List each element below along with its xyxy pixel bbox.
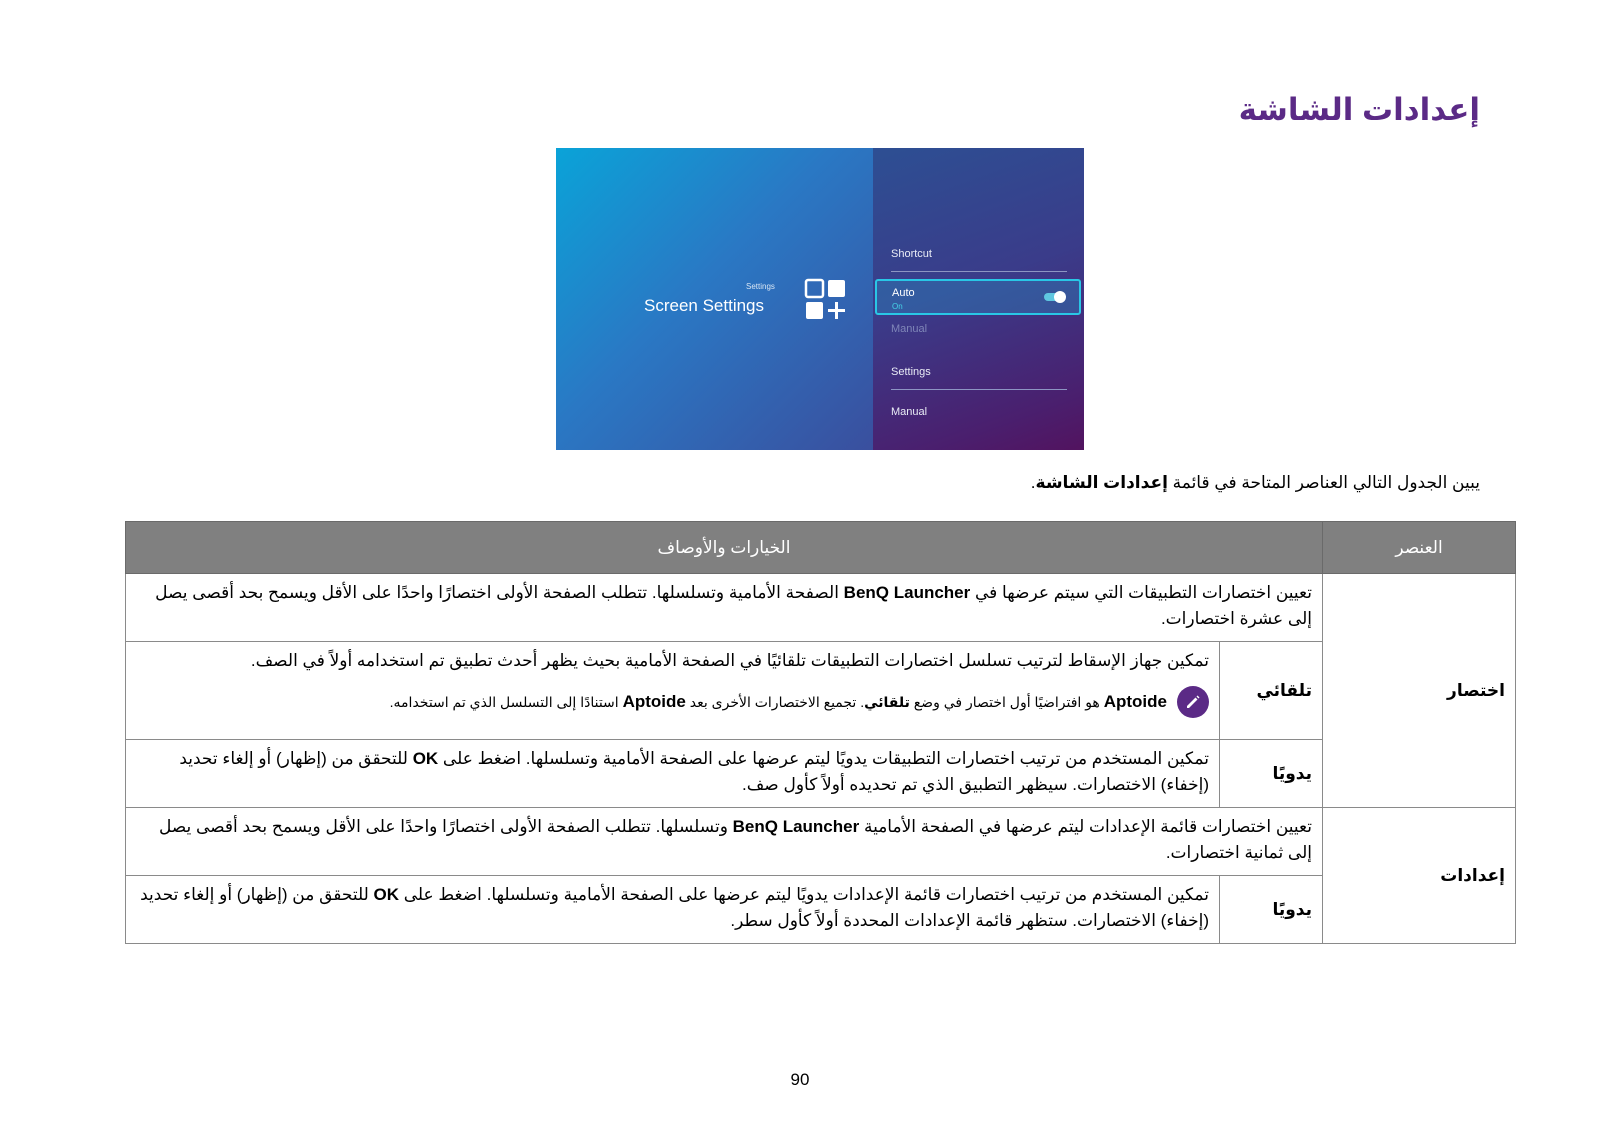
options-table <box>125 521 1516 944</box>
item-shortcut: اختصار <box>1323 574 1516 808</box>
menu-item-auto-status: On <box>892 302 903 311</box>
page-number: 90 <box>790 1070 810 1089</box>
option-manual-description: تمكين المستخدم من ترتيب اختصارات التطبيقات يدويًا ليتم عرضها على الصفحة الأمامية وتسلسلها. اضغط على OK للتحقق من (إظهار) أو إلغاء تحديد (إخفاء) الاختصارات. سيظهر التطبيق الذي تم تحديده أولاً كأول صف. <box>126 740 1220 808</box>
option-manual: يدويًا <box>1220 740 1323 808</box>
intro-end: . <box>1030 473 1036 492</box>
screenshot-settings-label: Settings <box>746 282 775 291</box>
intro-text: يبين الجدول التالي العناصر المتاحة في قائمة <box>1167 473 1480 492</box>
option-auto-description <box>126 642 1220 740</box>
option-settings-manual: يدويًا <box>1220 876 1323 944</box>
menu-item-manual-label: Manual <box>891 406 928 418</box>
header-item: العنصر <box>1323 522 1516 574</box>
table-row <box>126 740 1516 808</box>
option-auto: تلقائي <box>1220 642 1323 740</box>
shortcut-description: تعيين اختصارات التطبيقات التي سيتم عرضها في BenQ Launcher الصفحة الأمامية وتسلسلها. تتطلب الصفحة الأولى اختصارًا واحدًا على الأقل ويسمح بحد أقصى يصل إلى عشرة اختصارات. <box>126 574 1323 642</box>
menu-item-shortcut[interactable] <box>891 248 1067 272</box>
menu-item-settings[interactable] <box>891 366 1067 390</box>
menu-item-settings-label: Settings <box>891 366 931 378</box>
screenshot-screen-settings-title: Screen Settings <box>644 296 765 315</box>
menu-item-manual-disabled-label: Manual <box>891 323 928 335</box>
option-settings-manual-description: تمكين المستخدم من ترتيب اختصارات قائمة الإعدادات يدويًا ليتم عرضها على الصفحة الأمامية وتسلسلها. اضغط على OK للتحقق من (إظهار) أو إلغاء تحديد (إخفاء) الاختصارات. ستظهر قائمة الإعدادات المحددة أولاً كأول سطر. <box>126 876 1220 944</box>
intro-menu-name: إعدادات الشاشة <box>1035 473 1168 492</box>
header-options: الخيارات والأوصاف <box>126 522 1323 574</box>
grid-plus-icon <box>804 278 848 322</box>
menu-item-shortcut-label: Shortcut <box>891 248 932 260</box>
menu-item-auto-label: Auto <box>892 287 915 299</box>
table-row <box>126 642 1516 740</box>
page-title: إعدادات الشاشة <box>1238 92 1480 127</box>
table-header-row <box>126 522 1516 574</box>
menu-item-manual-disabled <box>891 323 1067 343</box>
screen-settings-screenshot <box>556 148 1084 450</box>
auto-note-text: Aptoide هو افتراضيًا أول اختصار في وضع تلقائي. تجميع الاختصارات الأخرى بعد Aptoide استنادًا إلى التسلسل الذي تم استخدامه. <box>389 692 1167 711</box>
table-row <box>126 574 1516 642</box>
menu-item-auto[interactable] <box>875 279 1081 315</box>
auto-desc-text: تمكين جهاز الإسقاط لترتيب تسلسل اختصارات التطبيقات تلقائيًا في الصفحة الأمامية بحيث يظهر أحدث تطبيق تم استخدامه أولاً في الصف. <box>250 651 1209 670</box>
settings-description: تعيين اختصارات قائمة الإعدادات ليتم عرضها في الصفحة الأمامية BenQ Launcher وتسلسلها. تتطلب الصفحة الأولى اختصارًا واحدًا على الأقل ويسمح بحد أقصى يصل إلى ثمانية اختصارات. <box>126 808 1323 876</box>
menu-item-manual[interactable] <box>891 406 1067 426</box>
table-row <box>126 808 1516 876</box>
toggle-switch-icon[interactable] <box>1044 293 1064 301</box>
table-row <box>126 876 1516 944</box>
pencil-icon <box>1177 686 1209 718</box>
auto-note <box>136 686 1209 718</box>
item-settings: إعدادات <box>1323 808 1516 944</box>
intro-paragraph <box>1031 473 1480 493</box>
